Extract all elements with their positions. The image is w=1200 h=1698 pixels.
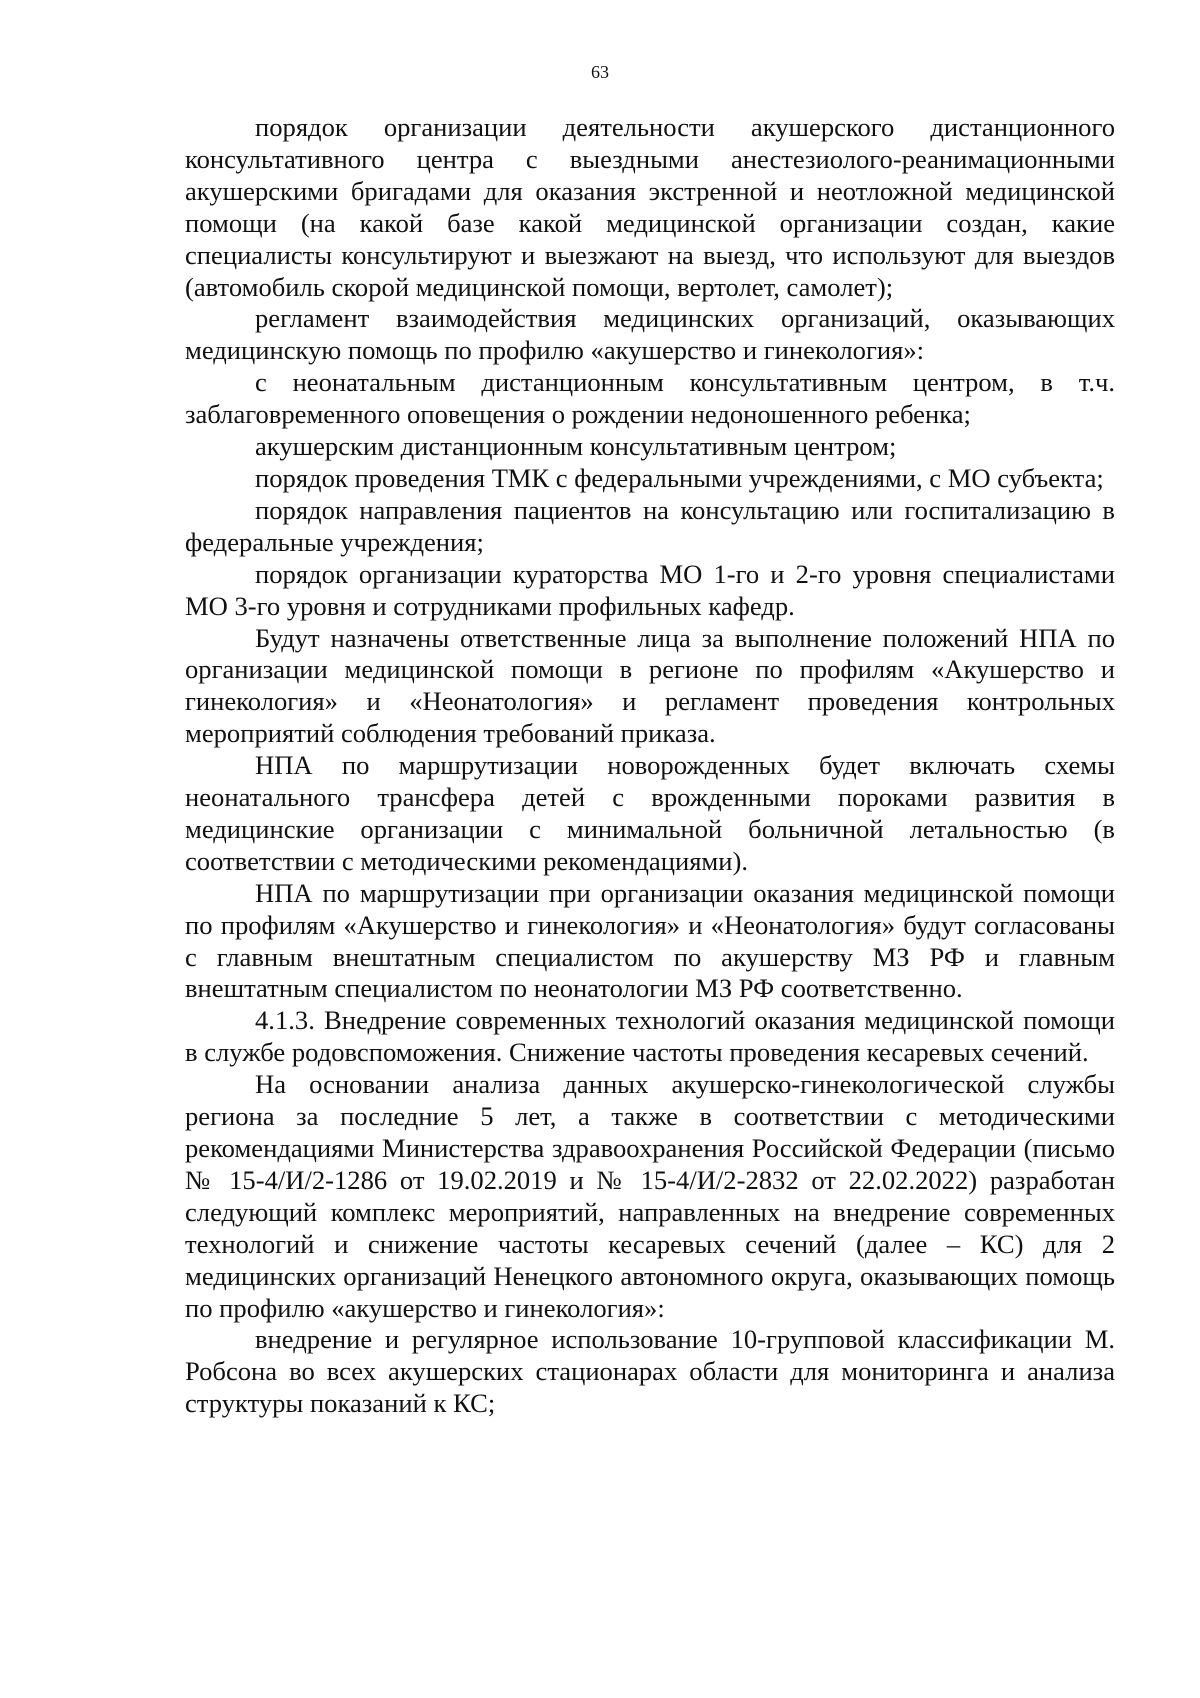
paragraph-telemedicine-procedure: порядок проведения ТМК с федеральными учреждениями, с МО субъекта; [255,462,1104,493]
section-heading-4-1-3: 4.1.3. Внедрение современных технологий оказания медицинской помощи в службе родовспоможения. Снижение частоты проведения кесаревых сечений. [185,1005,1115,1068]
paragraph-curatorship-procedure: порядок организации кураторства МО 1-го и 2-го уровня специалистами МО 3-го уровня и сотрудниками профильных кафедр. [185,558,1115,621]
paragraph-responsible-persons: Будут назначены ответственные лица за выполнение положений НПА по организации медицинской помощи в регионе по профилям «Акушерство и гинекология» и «Неонатология» и регламент проведения контрольных мероприятий соблюдения требований приказа. [185,622,1115,749]
paragraph-robson-classification: внедрение и регулярное использование 10-групповой классификации М. Робсона во всех акушерских стационарах области для мониторинга и анализа структуры показаний к КС; [185,1324,1115,1419]
paragraph-newborn-routing: НПА по маршрутизации новорожденных будет включать схемы неонатального трансфера детей с врожденными пороками развития в медицинские организации с минимальной больничной летальностью (в соответствии с методическими рекомендациями). [185,750,1115,876]
document-body [185,112,1115,1420]
paragraph-interaction-regulations: регламент взаимодействия медицинских организаций, оказывающих медицинскую помощь по профилю «акушерство и гинекология»: [185,303,1115,366]
page-number: 63 [591,62,609,82]
paragraph-routing-approval: НПА по маршрутизации при организации оказания медицинской помощи по профилям «Акушерство и гинекология» и «Неонатология» будут согласованы с главным внештатным специалистом по акушерству МЗ РФ и главным внештатным специалистом по неонатологии МЗ РФ соответственно. [185,877,1115,1004]
paragraph-patient-referral-procedure: порядок направления пациентов на консультацию или госпитализацию в федеральные учреждения; [185,494,1115,557]
paragraph-obstetric-consult-center: акушерским дистанционным консультативным центром; [255,431,897,462]
paragraph-analysis-basis: На основании анализа данных акушерско-гинекологической службы региона за последние 5 лет, а также в соответствии с методическими рекомендациями Министерства здравоохранения Российской Федерации (письмо № 15-4/И/2-1286 от 19.02.2019 и № 15-4/И/2-2832 от 22.02.2022) разработан следующий комплекс мероприятий, направленных на внедрение современных технологий и снижение частоты кесаревых сечений (далее – КС) для 2 медицинских организаций Ненецкого автономного округа, оказывающих помощь по профилю «акушерство и гинекология»: [185,1069,1115,1323]
paragraph-neonatal-consult-center: с неонатальным дистанционным консультативным центром, в т.ч. заблаговременного оповещения о рождении недоношенного ребенка; [185,367,1115,430]
paragraph-obstetric-consult-center-organization: порядок организации деятельности акушерского дистанционного консультативного центра с выездными анестезиолого-реанимационными акушерскими бригадами для оказания экстренной и неотложной медицинской помощи (на какой базе какой медицинской организации создан, какие специалисты консультируют и выезжают на выезд, что используют для выездов (автомобиль скорой медицинской помощи, вертолет, самолет); [185,112,1115,302]
